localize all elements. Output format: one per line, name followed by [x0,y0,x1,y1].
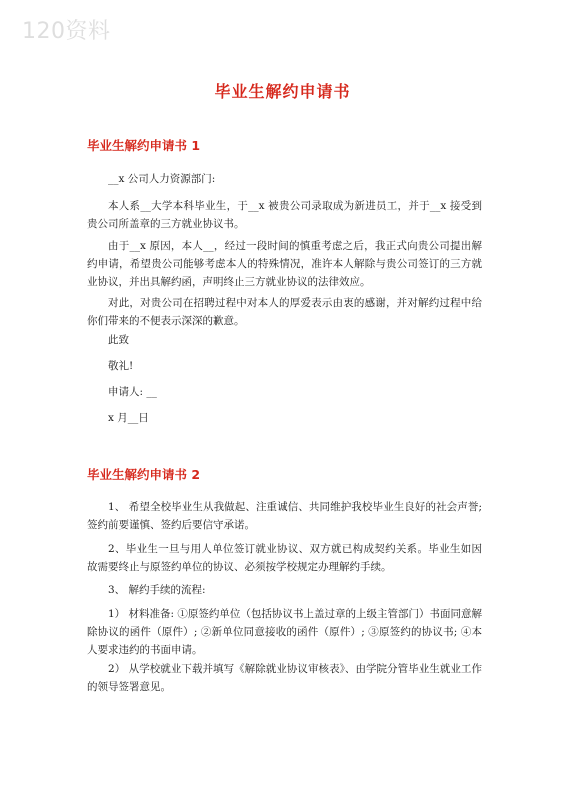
section-2-paragraph-5: 2） 从学校就业下载并填写《解除就业协议审核表》、由学院分管毕业生就业工作的领导签署意见。 [87,663,482,693]
section-1-paragraph-3: 对此，对贵公司在招聘过程中对本人的厚爱表示由衷的感谢，并对解约过程中给你们带来的不便表示深深的歉意。 [87,297,482,327]
section-2-paragraph-2: 2、毕业生一旦与用人单位签订就业协议、双方就已构成契约关系。毕业生如因故需要终止与原签约单位的协议、必须按学校规定办理解约手续。 [87,543,482,573]
section-1-salutation [87,170,482,188]
section-2-paragraph-1: 1、 希望全校毕业生从我做起、注重诚信、共同维护我校毕业生良好的社会声誉; 签约前要谨慎、签约后要信守承诺。 [87,501,482,531]
date-line: x 月__日 [108,412,149,424]
section-2-paragraph-4: 1） 材料准备: ①原签约单位（包括协议书上盖过章的上级主管部门）书面同意解除协议的函件（原件）; ②新单位同意接收的函件（原件）; ③原签约的协议书; ④本人要求违约的书面申请。 [87,608,482,656]
watermark: 120资料 [22,19,111,44]
applicant-line: 申请人: __ [108,386,157,398]
section-1-paragraph-1: 本人系__大学本科毕业生，于__x 被贵公司录取成为新进员工，并于__x 接受到贵公司所盖章的三方就业协议书。 [87,200,482,230]
section-1-paragraph-2: 由于__x 原因，本人__，经过一段时间的慎重考虑之后，我正式向贵公司提出解约申请，希望贵公司能够考虑本人的特殊情况，准许本人解除与贵公司签订的三方就业协议，并出具解约函，声明终止三方就业协议的法律效应。 [87,240,482,288]
section-2-heading: 毕业生解约申请书 2 [87,467,201,482]
salutation-text: __x 公司人力资源部门: [108,173,216,185]
section-1-heading: 毕业生解约申请书 1 [87,138,201,153]
closing-line-1: 此致 [108,334,129,346]
document-title: 毕业生解约申请书 [214,82,351,101]
section-2-paragraph-3: 3、 解约手续的流程: [108,584,206,596]
closing-line-2: 敬礼! [108,360,134,372]
